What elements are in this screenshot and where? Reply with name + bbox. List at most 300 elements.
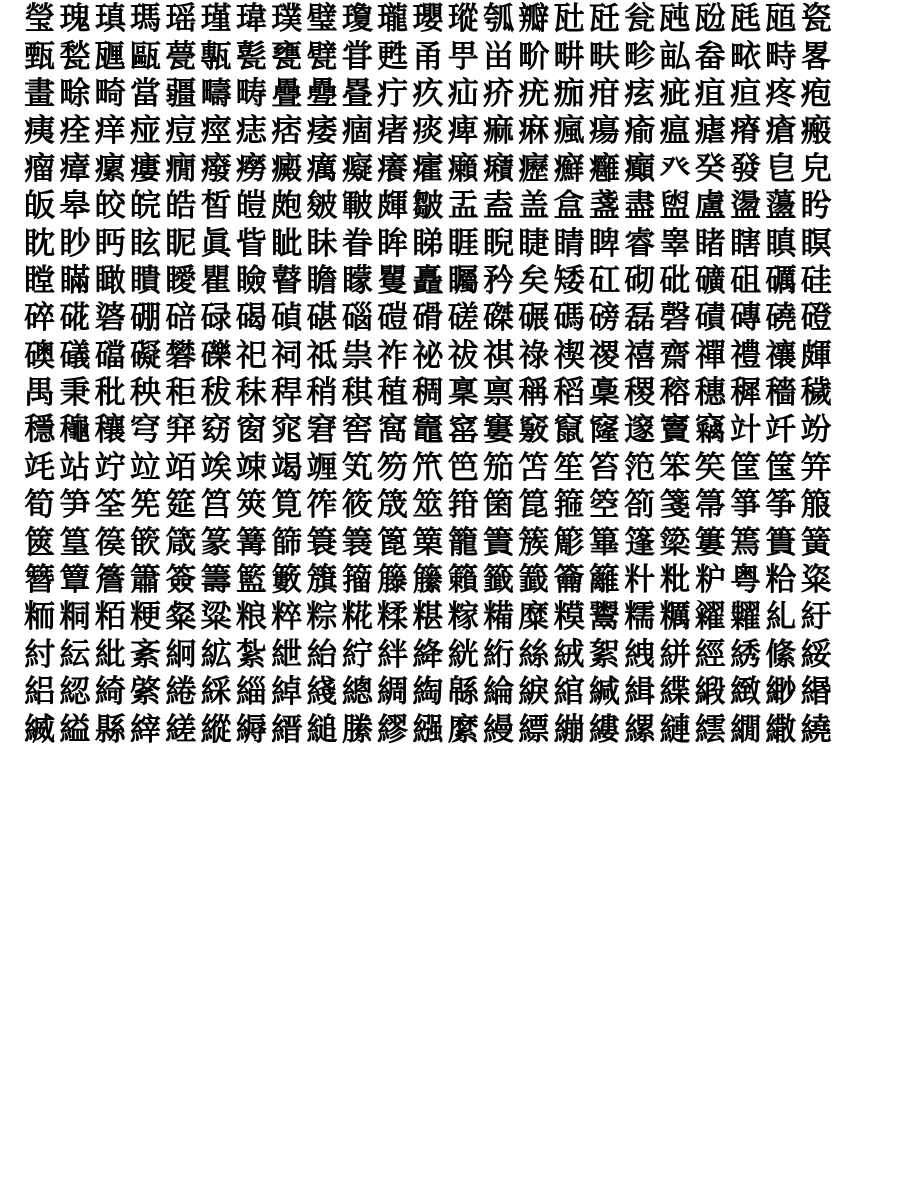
glyph-cell: 糢 [553,599,585,636]
glyph-cell: 糜 [518,599,550,636]
glyph-cell: 瑪 [130,1,162,38]
glyph-cell: 篩 [271,524,303,561]
glyph-cell: 緘 [588,674,620,711]
glyph-cell: 碪 [306,300,338,337]
glyph-cell: 禀 [483,375,514,412]
glyph-cell: 綸 [483,674,514,711]
glyph-cell: 礬 [165,337,197,374]
glyph-cell: 眦 [271,225,303,262]
glyph-cell: 甕 [271,38,303,75]
glyph-cell: 痼 [341,113,373,150]
glyph-cell: 痘 [165,113,197,150]
glyph-cell: 筴 [235,487,267,524]
glyph-cell: 紵 [341,636,373,673]
glyph-cell: 籀 [341,562,373,599]
glyph-cell: 皴 [306,188,338,225]
glyph-cell: 糺 [765,599,797,636]
glyph-cell: 疽 [694,75,726,112]
glyph-cell: 碆 [94,300,126,337]
glyph-cell: 綯 [412,674,444,711]
glyph-cell: 粐 [694,562,726,599]
glyph-cell: 緻 [730,674,762,711]
glyph-cell: 畆 [659,38,691,75]
glyph-cell: 祠 [271,337,303,374]
glyph-cell: 瓠 [483,1,514,38]
glyph-cell: 秡 [200,375,232,412]
glyph-cell: 粭 [765,562,797,599]
glyph-cell: 筅 [130,487,162,524]
glyph-cell: 痍 [24,113,56,150]
glyph-cell: 甃 [59,38,91,75]
glyph-cell: 禊 [553,337,585,374]
glyph-cell: 瑶 [165,1,197,38]
glyph-cell: 秧 [130,375,162,412]
glyph-cell: 碾 [518,300,550,337]
glyph-cell: 竕 [800,412,832,449]
glyph-cell: 糘 [447,599,479,636]
glyph-cell: 邃 [624,412,656,449]
glyph-cell: 皹 [800,337,832,374]
glyph-cell: 睛 [553,225,585,262]
glyph-cell: 盂 [447,188,479,225]
glyph-cell: 簧 [800,524,832,561]
glyph-cell: 甼 [447,38,479,75]
glyph-cell: 箋 [659,487,691,524]
glyph-cell: 皸 [341,188,373,225]
glyph-cell: 笶 [694,449,726,486]
glyph-cell: 籤 [483,562,514,599]
glyph-cell: 眩 [130,225,162,262]
glyph-cell: 紿 [306,636,338,673]
glyph-cell: 矮 [553,262,585,299]
glyph-cell: 砌 [624,262,656,299]
glyph-cell: 粱 [200,599,232,636]
glyph-cell: 硴 [59,300,91,337]
glyph-cell: 矣 [518,262,550,299]
glyph-row [22,338,894,375]
glyph-cell: 瑩 [24,1,56,38]
glyph-cell: 絛 [765,636,797,673]
glyph-cell: 礑 [94,337,126,374]
glyph-cell: 痞 [271,113,303,150]
glyph-cell: 甄 [24,38,56,75]
glyph-cell: 筌 [94,487,126,524]
glyph-cell: 粤 [730,562,762,599]
glyph-cell: 龝 [59,412,91,449]
glyph-cell: 簓 [553,524,585,561]
glyph-cell: 穩 [24,412,56,449]
glyph-cell: 籵 [624,562,656,599]
glyph-cell: 甌 [130,38,162,75]
glyph-cell: 簟 [59,562,91,599]
glyph-cell: 眄 [94,225,126,262]
glyph-cell: 絽 [24,674,56,711]
glyph-cell: 睹 [694,225,726,262]
glyph-cell: 簍 [694,524,726,561]
glyph-cell: 瓏 [377,1,409,38]
glyph-cell: 縒 [165,711,197,748]
glyph-cell: 皀 [765,150,797,187]
glyph-cell: 篌 [94,524,126,561]
glyph-cell: 綵 [200,674,232,711]
glyph-cell: 皋 [59,188,91,225]
glyph-cell: 絆 [377,636,409,673]
glyph-cell: 絲 [518,636,550,673]
glyph-row [22,524,894,561]
glyph-cell: 甏 [235,38,267,75]
glyph-cell: 畉 [588,38,620,75]
glyph-cell: 箙 [800,487,832,524]
glyph-cell: 瞠 [24,262,56,299]
glyph-cell: 疳 [588,75,620,112]
glyph-cell: 磅 [588,300,620,337]
glyph-cell: 籖 [518,562,550,599]
glyph-cell: 緤 [659,674,691,711]
glyph-cell: 窖 [341,412,373,449]
glyph-cell: 秕 [94,375,126,412]
glyph-cell: 畩 [730,38,762,75]
glyph-cell: 瞶 [130,262,162,299]
glyph-cell: 瓧 [553,1,585,38]
glyph-cell: 禳 [765,337,797,374]
glyph-cell: 疣 [518,75,550,112]
glyph-cell: 瓩 [588,1,620,38]
glyph-cell: 瘧 [694,113,726,150]
glyph-cell: 瞋 [765,225,797,262]
glyph-cell: 癘 [306,150,338,187]
glyph-cell: 當 [130,75,162,112]
glyph-cell: 綽 [271,674,303,711]
glyph-cell: 瘤 [24,150,56,187]
glyph-cell: 笳 [483,449,514,486]
glyph-cell: 絳 [412,636,444,673]
glyph-row [22,711,894,748]
glyph-cell: 畧 [800,38,832,75]
glyph-cell: 瓣 [518,1,550,38]
glyph-cell: 癧 [518,150,550,187]
glyph-cell: 磑 [377,300,409,337]
glyph-cell: 瓱 [730,1,762,38]
glyph-cell: 眥 [235,225,267,262]
glyph-cell: 盖 [518,188,550,225]
glyph-cell: 綫 [306,674,338,711]
glyph-cell: 筮 [412,487,444,524]
glyph-cell: 疂 [341,75,373,112]
glyph-cell: 竇 [659,412,691,449]
glyph-cell: 疉 [306,75,338,112]
glyph-cell: 縊 [59,711,91,748]
glyph-cell: 縡 [130,711,162,748]
glyph-cell: 砠 [730,262,762,299]
glyph-cell: 礇 [24,337,56,374]
glyph-cell: 縵 [483,711,514,748]
glyph-cell: 笏 [377,449,409,486]
glyph-cell: 瓷 [800,1,832,38]
glyph-cell: 箝 [447,487,479,524]
glyph-cell: 縉 [271,711,303,748]
glyph-cell: 畴 [235,75,267,112]
glyph-cell: 矍 [377,262,409,299]
glyph-cell: 紊 [130,636,162,673]
glyph-cell: 籏 [306,562,338,599]
glyph-cell: 緇 [235,674,267,711]
glyph-cell: 糴 [694,599,726,636]
glyph-cell: 瞻 [306,262,338,299]
glyph-cell: 祓 [447,337,479,374]
glyph-cell: 瑋 [235,1,267,38]
glyph-cell: 疵 [659,75,691,112]
glyph-cell: 籃 [235,562,267,599]
glyph-cell: 竏 [765,412,797,449]
glyph-cell: 穗 [694,375,726,412]
glyph-cell: 窰 [447,412,479,449]
glyph-cell: 縣 [94,711,126,748]
glyph-cell: 簣 [765,524,797,561]
glyph-cell: 疼 [765,75,797,112]
glyph-cell: 窩 [377,412,409,449]
glyph-cell: 簑 [306,524,338,561]
glyph-row [22,188,894,225]
glyph-cell: 縲 [624,711,656,748]
glyph-cell: 疝 [447,75,479,112]
glyph-cell: 痿 [306,113,338,150]
glyph-cell: 竓 [24,449,56,486]
glyph-cell: 緲 [765,674,797,711]
glyph-cell: 矗 [412,262,444,299]
glyph-cell: 礪 [765,262,797,299]
glyph-cell: 瞼 [235,262,267,299]
glyph-cell: 硅 [800,262,832,299]
glyph-cell: 眇 [59,225,91,262]
glyph-cell: 稱 [518,375,550,412]
glyph-row [22,151,894,188]
glyph-cell: 甓 [306,38,338,75]
glyph-cell: 縢 [341,711,373,748]
glyph-cell: 筐 [730,449,762,486]
glyph-cell: 粡 [59,599,91,636]
glyph-cell: 睨 [483,225,514,262]
glyph-cell: 癢 [377,150,409,187]
glyph-cell: 稻 [553,375,585,412]
glyph-cell: 簇 [518,524,550,561]
glyph-cell: 絎 [483,636,514,673]
glyph-cell: 粮 [235,599,267,636]
glyph-cell: 綉 [730,636,762,673]
glyph-cell: 綰 [553,674,585,711]
glyph-cell: 瑾 [200,1,232,38]
glyph-cell: 竰 [306,449,338,486]
glyph-cell: 癇 [165,150,197,187]
glyph-cell: 疔 [377,75,409,112]
glyph-cell: 礦 [694,262,726,299]
glyph-cell: 齋 [659,337,691,374]
glyph-cell: 絣 [659,636,691,673]
glyph-cell: 箴 [165,524,197,561]
glyph-cell: 瑽 [447,1,479,38]
glyph-cell: 痲 [483,113,514,150]
glyph-cell: 縱 [200,711,232,748]
glyph-cell: 癩 [447,150,479,187]
glyph-cell: 簷 [94,562,126,599]
glyph-cell: 稷 [624,375,656,412]
glyph-cell: 筍 [24,487,56,524]
glyph-cell: 篏 [130,524,162,561]
glyph-cell: 癡 [341,150,373,187]
glyph-cell: 盪 [730,188,762,225]
glyph-cell: 睾 [659,225,691,262]
glyph-cell: 窶 [483,412,514,449]
glyph-cell: 縅 [24,711,56,748]
glyph-cell: 痃 [624,75,656,112]
glyph-cell: 籔 [271,562,303,599]
glyph-cell: 痺 [447,113,479,150]
glyph-cell: 磋 [447,300,479,337]
glyph-cell: 紜 [59,636,91,673]
glyph-cell: 綟 [518,674,550,711]
glyph-cell: 甞 [341,38,373,75]
glyph-cell: 篋 [24,524,56,561]
glyph-cell: 籐 [377,562,409,599]
glyph-cell: 磴 [800,300,832,337]
glyph-cell: 笂 [341,449,373,486]
glyph-cell: 盥 [659,188,691,225]
glyph-cell: 糲 [659,599,691,636]
glyph-cell: 祟 [341,337,373,374]
glyph-cell: 璧 [306,1,338,38]
glyph-cell: 縋 [306,711,338,748]
glyph-cell: 眷 [341,225,373,262]
glyph-cell: 竝 [130,449,162,486]
glyph-cell: 縺 [659,711,691,748]
glyph-cell: 箟 [518,487,550,524]
glyph-cell: 瞑 [800,225,832,262]
glyph-cell: 皎 [94,188,126,225]
glyph-cell: 篁 [59,524,91,561]
glyph-cell: 磬 [659,300,691,337]
glyph-cell: 穡 [765,375,797,412]
glyph-cell: 篆 [200,524,232,561]
glyph-cell: 眞 [200,225,232,262]
glyph-cell: 緞 [694,674,726,711]
glyph-cell: 箜 [588,487,620,524]
glyph-cell: 笨 [659,449,691,486]
glyph-cell: 竈 [412,412,444,449]
glyph-cell: 綢 [377,674,409,711]
glyph-cell: 絮 [588,636,620,673]
glyph-cell: 瘏 [377,113,409,150]
glyph-cell: 碎 [24,300,56,337]
glyph-cell: 籟 [447,562,479,599]
glyph-cell: 絋 [200,636,232,673]
glyph-cell: 矇 [341,262,373,299]
glyph-cell: 箘 [483,487,514,524]
glyph-cell: 畤 [765,38,797,75]
glyph-cell: 綺 [94,674,126,711]
glyph-cell: 簔 [341,524,373,561]
glyph-cell: 碯 [341,300,373,337]
glyph-cell: 竦 [235,449,267,486]
glyph-cell: 簀 [483,524,514,561]
glyph-cell: 篝 [235,524,267,561]
glyph-cell: 粳 [130,599,162,636]
glyph-row [22,487,894,524]
glyph-cell: 穰 [94,412,126,449]
glyph-cell: 疊 [271,75,303,112]
glyph-cell: 碣 [235,300,267,337]
glyph-cell: 疱 [800,75,832,112]
glyph-cell: 簪 [24,562,56,599]
glyph-cell: 瓲 [659,1,691,38]
glyph-cell: 窿 [588,412,620,449]
glyph-cell: 紲 [271,636,303,673]
glyph-cell: 籠 [447,524,479,561]
glyph-cell: 疸 [730,75,762,112]
glyph-cell: 蘯 [765,188,797,225]
glyph-cell: 碵 [271,300,303,337]
glyph-row [22,674,894,711]
glyph-cell: 籌 [200,562,232,599]
glyph-cell: 絖 [447,636,479,673]
glyph-cell: 笊 [412,449,444,486]
glyph-cell: 礙 [130,337,162,374]
glyph-cell: 篳 [588,524,620,561]
glyph-cell: 瘠 [730,113,762,150]
glyph-cell: 痰 [412,113,444,150]
glyph-cell: 稘 [341,375,373,412]
glyph-cell: 筝 [765,487,797,524]
glyph-cell: 瘋 [553,113,585,150]
glyph-row [22,263,894,300]
glyph-cell: 禮 [730,337,762,374]
glyph-cell: 皹 [377,188,409,225]
glyph-cell: 盍 [483,188,514,225]
glyph-cell: 癸 [694,150,726,187]
glyph-cell: 畸 [94,75,126,112]
glyph-cell: 疇 [200,75,232,112]
glyph-row [22,412,894,449]
glyph-cell: 稾 [588,375,620,412]
glyph-row [22,300,894,337]
glyph-cell: 瘻 [130,150,162,187]
glyph-cell: 竚 [94,449,126,486]
glyph-cell: 皰 [271,188,303,225]
glyph-cell: 笆 [447,449,479,486]
glyph-cell: 硼 [130,300,162,337]
glyph-cell: 癨 [412,150,444,187]
glyph-cell: 綣 [165,674,197,711]
glyph-cell: 縹 [518,711,550,748]
glyph-cell: 眤 [165,225,197,262]
glyph-cell: 筥 [200,487,232,524]
glyph-cell: 絏 [624,636,656,673]
glyph-cell: 盞 [588,188,620,225]
glyph-cell: 磆 [412,300,444,337]
glyph-cell: 粲 [165,599,197,636]
glyph-cell: 筱 [341,487,373,524]
glyph-cell: 繝 [730,711,762,748]
glyph-cell: 繆 [377,711,409,748]
glyph-cell: 睫 [518,225,550,262]
glyph-cell: 癬 [553,150,585,187]
glyph-cell: 祕 [412,337,444,374]
glyph-cell: 箏 [730,487,762,524]
glyph-cell: 縻 [447,711,479,748]
glyph-cell: 痳 [518,113,550,150]
glyph-cell: 畛 [624,38,656,75]
glyph-cell: 矜 [483,262,514,299]
glyph-cell: 瑰 [59,1,91,38]
glyph-cell: 籘 [412,562,444,599]
